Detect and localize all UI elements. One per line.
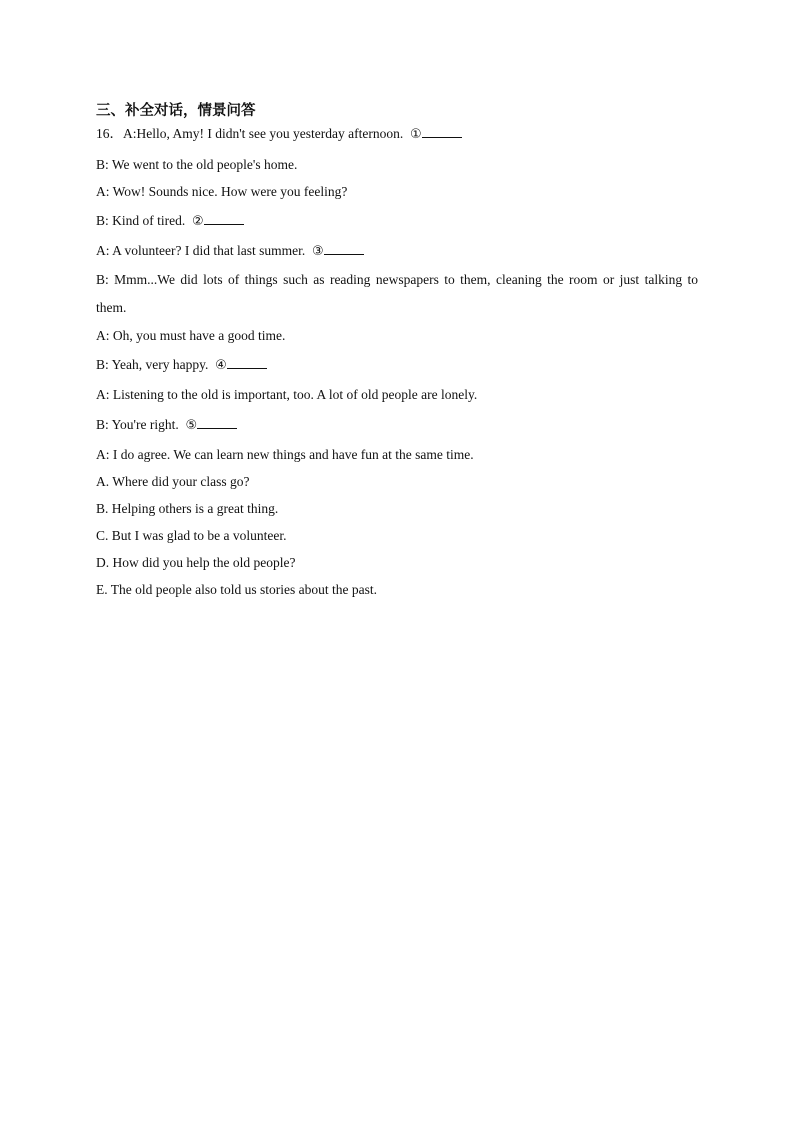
answer-blank-4[interactable] — [227, 356, 267, 369]
option-a: A. Where did your class go? — [96, 474, 250, 489]
dialogue-line-6: B: Mmm...We did lots of things such as reading newspapers to them, cleaning the room or just talking to them. — [96, 272, 698, 315]
blank-marker-3: ③ — [311, 244, 324, 259]
dialogue-line-8 — [96, 350, 698, 380]
dialogue-line-1 — [96, 122, 698, 150]
dialogue-text-8: B: Yeah, very happy. — [96, 357, 209, 372]
option-e: E. The old people also told us stories about the past. — [96, 582, 377, 597]
answer-blank-5[interactable] — [197, 416, 237, 429]
dialogue-line-11: A: I do agree. We can learn new things and have fun at the same time. — [96, 447, 474, 462]
dialogue-line-10 — [96, 410, 698, 440]
dialogue-text-10: B: You're right. — [96, 417, 179, 432]
option-c: C. But I was glad to be a volunteer. — [96, 528, 287, 543]
blank-marker-2: ② — [192, 214, 204, 229]
option-b: B. Helping others is a great thing. — [96, 501, 279, 516]
dialogue-text-5: A: A volunteer? I did that last summer. — [96, 243, 306, 258]
option-d: D. How did you help the old people? — [96, 555, 296, 570]
blank-marker-1: ① — [410, 127, 422, 142]
dialogue-text-4: B: Kind of tired. — [96, 213, 186, 228]
dialogue-text-1: A:Hello, Amy! I didn't see you yesterday afternoon. — [123, 126, 404, 141]
dialogue-line-5 — [96, 236, 698, 266]
dialogue-line-4 — [96, 206, 698, 236]
dialogue-line-2: B: We went to the old people's home. — [96, 157, 298, 172]
dialogue-line-3: A: Wow! Sounds nice. How were you feeling? — [96, 184, 348, 199]
answer-blank-1[interactable] — [422, 125, 462, 138]
question-number: 16． — [96, 126, 123, 141]
answer-blank-2[interactable] — [204, 212, 244, 225]
dialogue-line-9: A: Listening to the old is important, too. A lot of old people are lonely. — [96, 387, 478, 402]
exercise-content — [96, 100, 698, 603]
blank-marker-5: ⑤ — [185, 418, 198, 433]
section-heading: 三、补全对话，情景问答 — [96, 103, 256, 119]
dialogue-line-7: A: Oh, you must have a good time. — [96, 328, 286, 343]
answer-blank-3[interactable] — [324, 242, 364, 255]
blank-marker-4: ④ — [215, 358, 227, 373]
